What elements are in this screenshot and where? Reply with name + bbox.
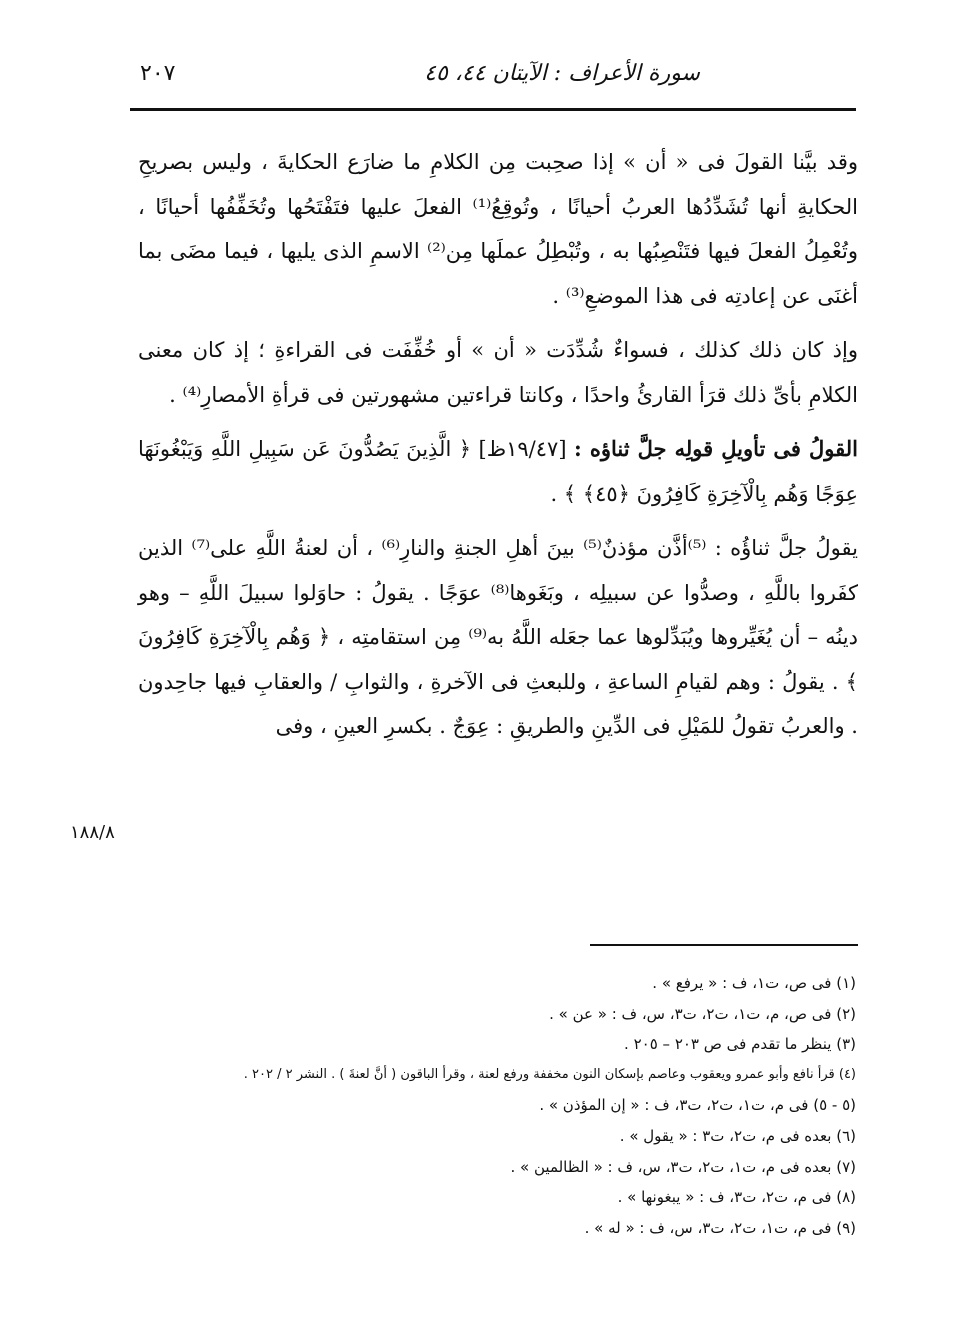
verse-heading	[138, 427, 858, 516]
footnote: (٥ - ٥) فى م، ت١، ت٢، ت٣، ف : « إن المؤذن » .	[539, 1096, 856, 1115]
footnote: (٩) فى م، ت١، ت٢، ت٣، س، ف : « له » .	[584, 1218, 856, 1237]
footnote-rule	[590, 944, 858, 946]
manuscript-ref: [١٩/٤٧ظ]	[478, 437, 567, 461]
commentary-paragraph: يقولُ جلَّ ثناؤُه : ⁽⁵⁾أذَّن مؤذنٌ⁽⁵⁾ بينَ أهلِ الجنةِ والنارِ⁽⁶⁾ ، أن لعنةُ اللَّهِ على⁽⁷⁾ الذين كفَروا باللَّهِ ، وصدُّوا عن سبيلِه ، وبَغَوها⁽⁸⁾ عوَجًا . يقولُ : حاوَلوا سبيلَ اللَّهِ – وهو دينُه – أن يُغَيِّروها ويُبَدِّلوها عما جعَله اللَّهُ به⁽⁹⁾ مِن استقامتِه ، ﴿ وَهُم بِالْآخِرَةِ كَافِرُونَ ﴾ . يقولُ : وهم لقيامِ الساعةِ ، وللبعثِ فى الآخرةِ ، والثوابِ / والعقابِ فيها جاحِدون . والعربُ تقولُ للمَيْلِ فى الدِّينِ والطريقِ : عِوَجٌ . بكسرِ العينِ ، وفى	[138, 536, 858, 738]
footnote: (٧) بعده فى م، ت١، ت٢، ت٣، س، ف : « الظالمين » .	[510, 1157, 856, 1176]
paragraph: وقد بيَّنا القولَ فى « أن » إذا صحِبت مِن الكلامِ ما ضارَع الحكايةَ ، وليس بصريحِ الحكايةِ أنها تُشَدِّدُها العربُ أحيانًا ، وتُوقِعُ⁽¹⁾ الفعلَ عليها فتَفْتَحُها وتُخَفِّفُها أحيانًا ، وتُعْمِلُ الفعلَ فيها فتَنْصِبُها به ، وتُبْطِلُ عملَها مِن⁽²⁾ الاسمِ الذى يليها ، فيما مضَى بما أغنَى عن إعادتِه فى هذا الموضعِ⁽³⁾ .	[138, 150, 859, 308]
page-header	[130, 55, 850, 95]
main-text	[138, 140, 858, 759]
footnote: (٣) ينظر ما تقدم فى ص ٢٠٣ – ٢٠٥ .	[624, 1035, 856, 1054]
footnote: (٢) فى ص، م، ت١، ت٢، ت٣، س، ف : « عن » .	[549, 1004, 856, 1023]
quran-verse: ﴿ الَّذِينَ يَصُدُّونَ عَن سَبِيلِ اللَّهِ وَيَبْغُونَهَا عِوَجًا وَهُم بِالْآخِرَةِ كَافِرُونَ ﴿٤٥﴾ ﴾ .	[138, 437, 858, 506]
footnote: (٨) فى م، ت٢، ت٣، ف : « يبغونها » .	[617, 1188, 856, 1207]
running-title: سورة الأعراف : الآيتان ٤٤، ٤٥	[424, 61, 700, 86]
heading-prefix: القولُ فى تأويلِ قولِه جلَّ ثناؤه :	[573, 436, 858, 461]
footnote: (٦) بعده فى م، ت٢، ت٣ : « يقول » .	[619, 1126, 856, 1145]
header-rule	[130, 108, 856, 111]
footnotes	[140, 968, 856, 1243]
page-number: ٢٠٧	[140, 61, 176, 86]
margin-reference: ١٨٨/٨	[70, 822, 115, 843]
footnote: (٤) قرأ نافع وأبو عمرو ويعقوب وعاصم بإسكان النون مخففة ورفع لعنة ، وقرأ الباقون ( أنَّ لعنةَ ) . النشر ٢ / ٢٠٢ .	[243, 1066, 856, 1082]
paragraph: وإذ كان ذلك كذلك ، فسواءٌ شُدِّدَت « أن » أو خُفِّفَت فى القراءةِ ؛ إذ كان معنى الكلامِ بأىِّ ذلك قرَأ القارئُ واحدًا ، وكانتا قراءتين مشهورتين فى قرأةِ الأمصارِ⁽⁴⁾ .	[138, 338, 858, 407]
footnote: (١) فى ص، ت١، ف : « يرفع » .	[652, 974, 856, 992]
